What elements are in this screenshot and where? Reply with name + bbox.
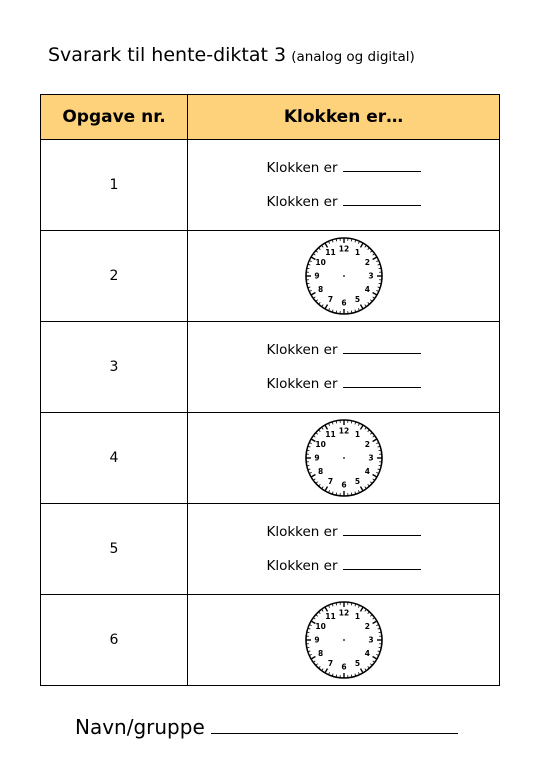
clock-number: 4 <box>364 649 370 659</box>
answer-blank[interactable] <box>343 387 421 388</box>
clock-number: 2 <box>364 258 370 268</box>
clock-number: 1 <box>354 248 360 258</box>
minute-tick <box>306 465 309 466</box>
table-row <box>41 413 500 504</box>
table-body <box>41 140 500 686</box>
hour-tick <box>360 607 363 611</box>
digital-answer-cell <box>188 140 500 231</box>
hour-tick <box>311 293 315 296</box>
minute-tick <box>306 283 309 284</box>
clock-number: 2 <box>364 622 370 632</box>
clock-number: 3 <box>367 453 374 463</box>
answer-blank[interactable] <box>343 171 421 172</box>
table-row <box>41 322 500 413</box>
table-row <box>41 140 500 231</box>
digital-answer-cell <box>188 504 500 595</box>
clock-number: 10 <box>314 440 326 450</box>
clock-number: 3 <box>367 635 374 645</box>
answer-line <box>188 333 499 367</box>
answer-line <box>188 515 499 549</box>
answer-line-label: Klokken er <box>266 524 338 540</box>
table-row <box>41 504 500 595</box>
clock-number: 6 <box>340 480 347 490</box>
hour-tick <box>325 425 328 429</box>
answer-line <box>188 185 499 219</box>
hour-tick <box>325 243 328 247</box>
clock-number: 11 <box>324 430 336 440</box>
task-number: 6 <box>41 595 188 686</box>
minute-tick <box>351 421 352 424</box>
task-number: 4 <box>41 413 188 504</box>
table-row <box>41 231 500 322</box>
analog-answer-cell <box>188 413 500 504</box>
clock-number: 7 <box>327 294 333 304</box>
clock-number: 9 <box>313 635 320 645</box>
clock-number: 3 <box>367 271 374 281</box>
minute-tick <box>351 675 352 678</box>
clock-center-dot <box>343 457 345 459</box>
clock-number: 5 <box>354 658 360 668</box>
analog-clock-face[interactable] <box>303 599 385 681</box>
clock-number: 6 <box>340 298 347 308</box>
clock-number: 10 <box>314 622 326 632</box>
hour-tick <box>325 669 328 673</box>
minute-tick <box>378 465 381 466</box>
digital-answer-cell <box>188 322 500 413</box>
answer-line <box>188 367 499 401</box>
header-time: Klokken er… <box>188 95 500 140</box>
minute-tick <box>378 268 381 269</box>
minute-tick <box>336 421 337 424</box>
task-number: 3 <box>41 322 188 413</box>
minute-tick <box>336 311 337 314</box>
clock-number: 12 <box>338 608 349 618</box>
hour-tick <box>372 475 376 478</box>
task-number: 5 <box>41 504 188 595</box>
clock-number: 6 <box>340 662 347 672</box>
clock-number: 12 <box>338 426 349 436</box>
clock-number: 4 <box>364 285 370 295</box>
answer-blank[interactable] <box>343 535 421 536</box>
analog-clock-face[interactable] <box>303 417 385 499</box>
answer-line <box>188 549 499 583</box>
minute-tick <box>351 239 352 242</box>
clock-number: 5 <box>354 294 360 304</box>
clock-number: 5 <box>354 476 360 486</box>
hour-tick <box>325 607 328 611</box>
header-task-number: Opgave nr. <box>41 95 188 140</box>
answer-line-label: Klokken er <box>266 376 338 392</box>
answer-line <box>188 151 499 185</box>
minute-tick <box>336 675 337 678</box>
hour-tick <box>372 657 376 660</box>
minute-tick <box>306 647 309 648</box>
subtitle-text: (analog og digital) <box>291 49 415 65</box>
name-group-blank-line[interactable] <box>211 733 458 734</box>
clock-number: 1 <box>354 430 360 440</box>
hour-tick <box>372 439 376 442</box>
clock-number: 7 <box>327 476 333 486</box>
name-group-label: Navn/gruppe <box>75 715 205 739</box>
clock-number: 4 <box>364 467 370 477</box>
answer-line-label: Klokken er <box>266 194 338 210</box>
clock-number: 11 <box>324 612 336 622</box>
minute-tick <box>306 450 309 451</box>
clock-number: 9 <box>313 453 320 463</box>
minute-tick <box>351 603 352 606</box>
hour-tick <box>360 669 363 673</box>
task-number: 1 <box>41 140 188 231</box>
answer-line-label: Klokken er <box>266 160 338 176</box>
minute-tick <box>378 450 381 451</box>
hour-tick <box>325 487 328 491</box>
hour-tick <box>360 243 363 247</box>
clock-number: 8 <box>317 467 323 477</box>
title-text: Svarark til hente-diktat 3 <box>48 44 287 66</box>
hour-tick <box>372 293 376 296</box>
minute-tick <box>306 632 309 633</box>
analog-clock-face[interactable] <box>303 235 385 317</box>
clock-number: 12 <box>338 244 349 254</box>
minute-tick <box>351 493 352 496</box>
analog-answer-cell <box>188 231 500 322</box>
minute-tick <box>351 311 352 314</box>
clock-center-dot <box>343 639 345 641</box>
answer-blank[interactable] <box>343 353 421 354</box>
hour-tick <box>311 475 315 478</box>
page-title <box>48 44 415 66</box>
clock-number: 9 <box>313 271 320 281</box>
minute-tick <box>378 632 381 633</box>
clock-number: 8 <box>317 285 323 295</box>
clock-number: 2 <box>364 440 370 450</box>
clock-number: 11 <box>324 248 336 258</box>
clock-number: 7 <box>327 658 333 668</box>
answer-blank[interactable] <box>343 569 421 570</box>
hour-tick <box>360 487 363 491</box>
minute-tick <box>336 603 337 606</box>
clock-number: 1 <box>354 612 360 622</box>
minute-tick <box>306 268 309 269</box>
hour-tick <box>360 425 363 429</box>
minute-tick <box>336 239 337 242</box>
minute-tick <box>336 493 337 496</box>
hour-tick <box>325 305 328 309</box>
answer-line-label: Klokken er <box>266 342 338 358</box>
task-number: 2 <box>41 231 188 322</box>
hour-tick <box>360 305 363 309</box>
name-group-field <box>75 715 458 739</box>
answer-line-label: Klokken er <box>266 558 338 574</box>
table-header-row <box>41 95 500 140</box>
hour-tick <box>372 621 376 624</box>
answer-blank[interactable] <box>343 205 421 206</box>
minute-tick <box>378 647 381 648</box>
clock-number: 8 <box>317 649 323 659</box>
clock-number: 10 <box>314 258 326 268</box>
minute-tick <box>378 283 381 284</box>
analog-answer-cell <box>188 595 500 686</box>
answer-table <box>40 94 500 686</box>
table-row <box>41 595 500 686</box>
hour-tick <box>311 657 315 660</box>
clock-center-dot <box>343 275 345 277</box>
hour-tick <box>372 257 376 260</box>
